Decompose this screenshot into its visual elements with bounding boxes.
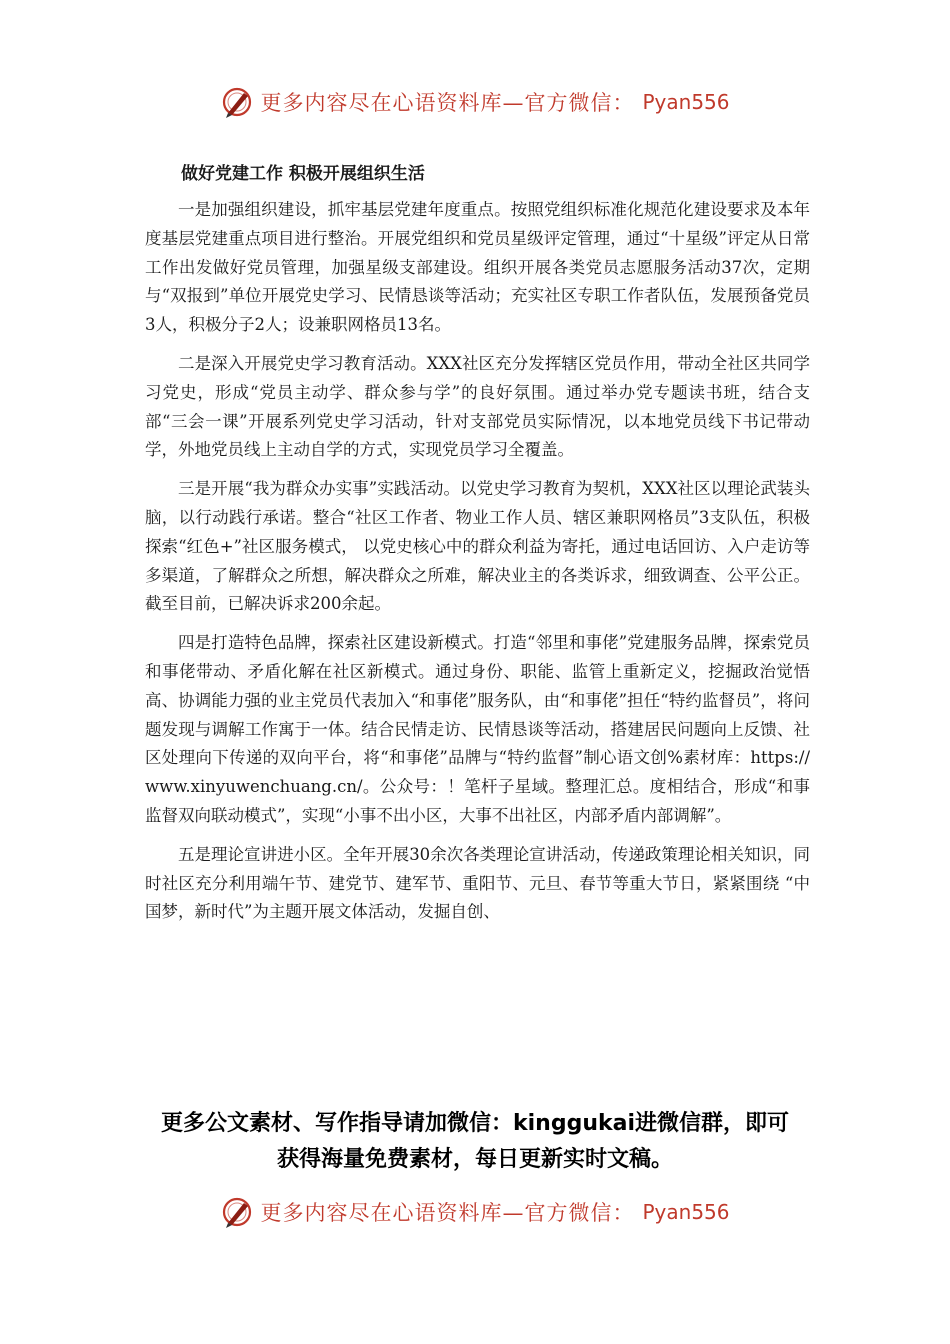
footer-note — [120, 1106, 830, 1178]
footer-note-line-1: 更多公文素材、写作指导请加微信：kinggukai进微信群，即可 — [160, 1111, 789, 1136]
banner-contact: Pyan556 — [642, 1200, 730, 1224]
paragraph-3: 三是开展“我为群众办实事”实践活动。以党史学习教育为契机，XXX社区以理论武装头脑，以行动践行承诺。整合“社区工作者、物业工作人员、辖区兼职网格员”3支队伍，积极探索“红色+”社区服务模式， 以党史核心中的群众利益为寄托，通过电话回访、入户走访等多渠道，了解群众之所想，解决群众之所难，解决业主的各类诉求，细致调查、公平公正。截至目前，已解决诉求200余起。 — [145, 479, 810, 614]
banner-contact: Pyan556 — [642, 90, 730, 114]
pen-logo-icon — [220, 1195, 254, 1229]
header-banner — [0, 82, 950, 122]
paragraph-5: 五是理论宣讲进小区。全年开展30余次各类理论宣讲活动，传递政策理论相关知识，同时社区充分利用端午节、建党节、建军节、重阳节、元旦、春节等重大节日，紧紧围绕 “中国梦，新时代”为主题开展文体活动，发掘自创、 — [145, 844, 810, 922]
pen-logo-icon — [220, 85, 254, 119]
paragraph-4: 四是打造特色品牌，探索社区建设新模式。打造“邻里和事佬”党建服务品牌，探索党员和事佬带动、矛盾化解在社区新模式。通过身份、职能、监管上重新定义，挖掘政治觉悟高、协调能力强的业主党员代表加入“和事佬”服务队，由“和事佬”担任“特约监督员”，将问题发现与调解工作寓于一体。结合民情走访、民情恳谈等活动，搭建居民问题向上反馈、社区处理向下传递的双向平台，将“和事佬”品牌与“特约监督”制心语文创%素材库：https://www.xinyuwenchuang.cn/。公众号：！笔杆子星域。整理汇总。度相结合，形成“和事监督双向联动模式”，实现“小事不出小区，大事不出社区，内部矛盾内部调解”。 — [145, 633, 810, 825]
document-title: 做好党建工作 积极开展组织生活 — [181, 164, 425, 184]
footer-note-line-2: 获得海量免费素材，每日更新实时文稿。 — [276, 1147, 673, 1172]
banner-text: 更多内容尽在心语资料库—官方微信： — [260, 1201, 635, 1225]
paragraph-2: 二是深入开展党史学习教育活动。XXX社区充分发挥辖区党员作用，带动全社区共同学习党史，形成“党员主动学、群众参与学”的良好氛围。通过举办党专题读书班，结合支部“三会一课”开展系列党史学习活动，针对支部党员实际情况，以本地党员线下书记带动学，外地党员线上主动自学的方式，实现党员学习全覆盖。 — [145, 353, 810, 460]
paragraph-1: 一是加强组织建设，抓牢基层党建年度重点。按照党组织标准化规范化建设要求及本年度基层党建重点项目进行整治。开展党组织和党员星级评定管理，通过“十星级”评定从日常工作出发做好党员管理，加强星级支部建设。组织开展各类党员志愿服务活动37次，定期与“双报到”单位开展党史学习、民情恳谈等活动；充实社区专职工作者队伍，发展预备党员3人，积极分子2人；设兼职网格员13名。 — [145, 200, 810, 335]
banner-text: 更多内容尽在心语资料库—官方微信： — [260, 91, 635, 115]
document-body — [145, 158, 810, 937]
footer-banner — [0, 1192, 950, 1232]
